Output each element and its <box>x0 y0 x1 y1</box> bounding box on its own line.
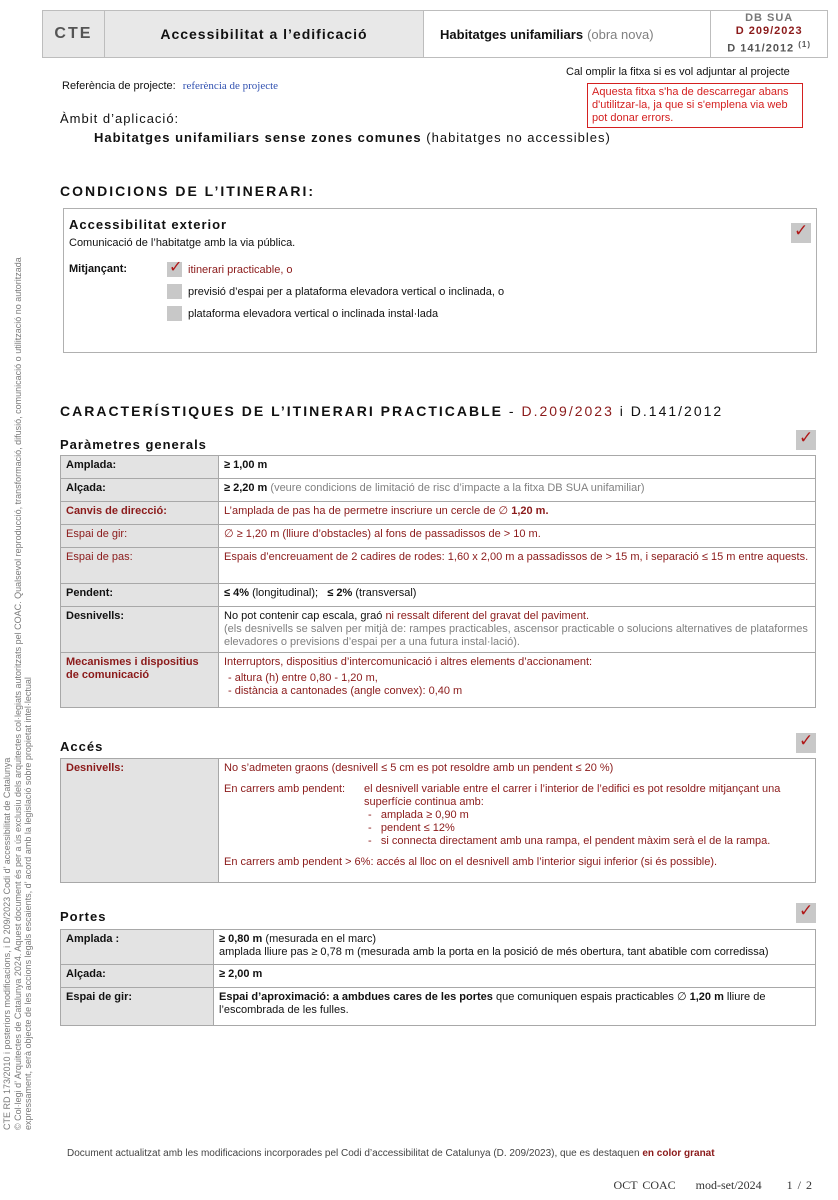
header-subtitle-main: Habitatges unifamiliars <box>440 26 584 42</box>
code-db-sua: DB SUA <box>745 12 794 25</box>
table-row: Alçada: ≥ 2,00 m <box>61 965 816 988</box>
header-subtitle <box>424 11 711 57</box>
exterior-accessibility-box <box>63 208 817 353</box>
option-previsio[interactable]: previsió d’espai per a plataforma elevadora vertical o inclinada, o <box>167 284 504 299</box>
section-characteristics-title: CARACTERÍSTIQUES DE L’ITINERARI PRACTICABLE - D.209/2023 i D.141/2012 <box>60 403 724 419</box>
table-row: Alçada: ≥ 2,20 m (veure condicions de limitació de risc d’impacte a la fitxa DB SUA unifamiliar) <box>61 479 816 502</box>
code-d209: D 209/2023 <box>735 25 803 38</box>
portes-check-icon[interactable] <box>796 903 816 923</box>
table-row: Espai de gir: ∅ ≥ 1,20 m (lliure d’obstacles) al fons de passadissos de > 10 m. <box>61 525 816 548</box>
portes-title: Portes <box>60 909 107 924</box>
table-row: Amplada : ≥ 0,80 m (mesurada en el marc) amplada lliure pas ≥ 0,78 m (mesurada amb la porta en la posició de més obertura, tant abatible com corredissa) <box>61 930 816 965</box>
project-reference <box>62 80 278 92</box>
section-conditions-title: CONDICIONS DE L’ITINERARI: <box>60 183 316 199</box>
table-row: Desnivells: No s’admeten graons (desnivell ≤ 5 cm es pot resoldre amb un pendent ≤ 20 %) En carrers amb pendent: el desnivell variable entre el carrer i l’interior de l’edifici es pot resoldre mitjançant una superfície continua amb: - amplada ≥ 0,90 m - pendent ≤ 12% - si connecta directament amb una rampa, el pendent màxim serà el de la rampa. En carrers amb pendent > 6%: accés al lloc on el desnivell amb l’interior sigui inferior (si és possible). <box>61 759 816 883</box>
header-title: Accessibilitat a l’edificació <box>105 11 424 57</box>
table-row: Espai de gir: Espai d’aproximació: a ambdues cares de les portes que comuniquen espais practicables ∅ 1,20 m lliure de l’escombrada de les fulles. <box>61 988 816 1026</box>
checkbox-icon[interactable] <box>167 262 182 277</box>
option-plataforma[interactable]: plataforma elevadora vertical o inclinada instal·lada <box>167 306 438 321</box>
params-check-icon[interactable] <box>796 430 816 450</box>
checkbox-icon[interactable] <box>167 284 182 299</box>
ambit-label: Àmbit d’aplicació: <box>60 111 180 126</box>
acces-title: Accés <box>60 739 104 754</box>
table-row: Canvis de direcció: L’amplada de pas ha de permetre inscriure un cercle de ∅ 1,20 m. <box>61 502 816 525</box>
params-title: Paràmetres generals <box>60 437 207 452</box>
checkbox-icon[interactable] <box>167 306 182 321</box>
table-row: Amplada: ≥ 1,00 m <box>61 456 816 479</box>
table-row: Desnivells: No pot contenir cap escala, graó ni ressalt diferent del gravat del paviment. (els desnivells se salven per mitjà de: rampes practicables, ascensor practicable o solucions alternatives de plataformes elevadores o previsions d’espai per a una futura instal·lació). <box>61 607 816 653</box>
page-number: 1 / 2 <box>786 1178 812 1192</box>
acces-check-icon[interactable] <box>796 733 816 753</box>
fill-note: Cal omplir la fitxa si es vol adjuntar al projecte <box>566 66 790 78</box>
exterior-title: Accessibilitat exterior <box>69 217 228 232</box>
page-footer: OCT COAC mod-set/2024 1 / 2 <box>613 1178 812 1192</box>
portes-table <box>60 929 816 1026</box>
warning-box: Aquesta fitxa s'ha de descarregar abans d'utilitzar-la, ja que si s'emplena via web pot donar errors. <box>587 83 803 128</box>
exterior-check-icon[interactable] <box>791 223 811 243</box>
exterior-desc: Comunicació de l’habitatge amb la via pública. <box>69 237 296 249</box>
table-row: Mecanismes i dispositius de comunicació Interruptors, dispositius d’intercomunicació i altres elements d’accionament: - altura (h) entre 0,80 - 1,20 m, - distància a cantonades (angle convex): 0,40 m <box>61 653 816 708</box>
reference-input[interactable]: referència de projecte <box>182 80 279 92</box>
table-row: Espai de pas: Espais d’encreuament de 2 cadires de rodes: 1,60 x 2,00 m a passadissos de > 15 m, i separació ≤ 15 m entre aquests. <box>61 548 816 584</box>
header-subtitle-note: (obra nova) <box>587 26 654 42</box>
header-codes <box>711 11 827 57</box>
mitjancant-label: Mitjançant: <box>69 263 128 275</box>
acces-table <box>60 758 816 883</box>
header-cte: CTE <box>43 11 105 57</box>
page-header <box>42 10 828 58</box>
option-itinerari[interactable]: ✓ itinerari practicable, o <box>167 262 293 277</box>
side-copyright: CTE RD 173/2010 i posteriors modificacions, i D 209/2023 Codi d’ accessibilitat de Catalunya © Col·legi d’ Arquitectes de Catalunya 2024. Aquest document és per a ús exclusiu dels arquitectes col·legiats autoritzats pel COAC. Qualsevol reproducció, transformació, difusió, comunicació o utilització no autoritzada expressament, serà objecte de les accions legals escaients, d’ acord amb la legislació sobre propietat intel·lectual <box>2 257 33 1130</box>
table-row: Pendent: ≤ 4% (longitudinal); ≤ 2% (transversal) <box>61 584 816 607</box>
ambit-value: Habitatges unifamiliars sense zones comunes (habitatges no accessibles) <box>94 130 611 145</box>
footer-note: Document actualitzat amb les modificacions incorporades pel Codi d’accessibilitat de Catalunya (D. 209/2023), que es destaquen en color granat <box>67 1148 715 1159</box>
reference-label: Referència de projecte: <box>62 80 176 92</box>
params-table <box>60 455 816 708</box>
code-d141: D 141/2012 $^{(1)}$ <box>727 40 812 55</box>
